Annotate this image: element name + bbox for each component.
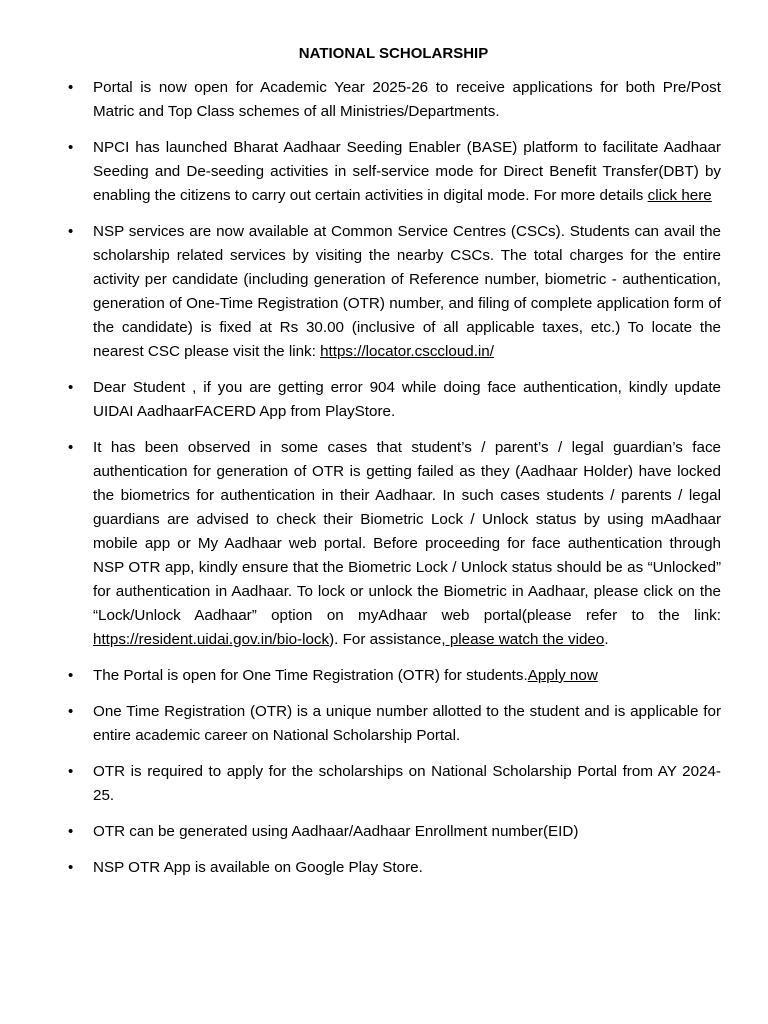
notice-text: Portal is now open for Academic Year 2025-26 to receive applications for both Pre/Post Matric and Top Class schemes of all Ministries/Departments. bbox=[93, 79, 721, 120]
notice-text: One Time Registration (OTR) is a unique number allotted to the student and is applicable for entire academic career on National Scholarship Portal. bbox=[93, 703, 721, 744]
notice-text: OTR is required to apply for the scholarships on National Scholarship Portal from AY 2024-25. bbox=[93, 763, 721, 804]
notice-text: NSP OTR App is available on Google Play Store. bbox=[93, 859, 423, 876]
notice-text: NPCI has launched Bharat Aadhaar Seeding Enabler (BASE) platform to facilitate Aadhaar Seeding and De-seeding activities in self-service mode for Direct Benefit Transfer(DBT) by enabling the citizens to carry out certain activities in digital mode. For more details bbox=[93, 139, 721, 204]
bullet-icon: • bbox=[68, 703, 74, 720]
bullet-icon: • bbox=[68, 823, 74, 840]
notice-list bbox=[62, 76, 721, 880]
bullet-icon: • bbox=[68, 223, 74, 240]
bullet-icon: • bbox=[68, 763, 74, 780]
notice-text: It has been observed in some cases that student’s / parent’s / legal guardian’s face authentication for generation of OTR is getting failed as they (Aadhaar Holder) have locked the biometrics for authentication in their Aadhaar. In such cases students / parents / legal guardians are advised to check their Biometric Lock / Unlock status by using mAadhaar mobile app or My Aadhaar web portal. Before proceeding for face authentication through NSP OTR app, kindly ensure that the Biometric Lock / Unlock status should be as “Unlocked” for authentication in Aadhaar. To lock or unlock the Biometric in Aadhaar, please click on the “Lock/Unlock Aadhaar” option on myAdhaar web portal(please refer to the link: bbox=[93, 439, 721, 624]
notice-text: The Portal is open for One Time Registration (OTR) for students. bbox=[93, 667, 528, 684]
notice-item-otr-app bbox=[62, 856, 721, 880]
csc-locator-link[interactable]: https://locator.csccloud.in/ bbox=[320, 343, 494, 360]
notice-text-continued: ). For assistance, bbox=[329, 631, 446, 648]
bullet-icon: • bbox=[68, 859, 74, 876]
page-title: NATIONAL SCHOLARSHIP bbox=[298, 45, 489, 62]
bullet-icon: • bbox=[68, 379, 74, 396]
notice-item-npci-base bbox=[62, 136, 721, 208]
watch-video-link[interactable]: please watch the video bbox=[445, 631, 605, 648]
click-here-link[interactable]: click here bbox=[647, 187, 712, 204]
notice-item-otr-aadhaar bbox=[62, 820, 721, 844]
notice-item-error-904 bbox=[62, 376, 721, 424]
notice-item-biometric-lock bbox=[62, 436, 721, 652]
bullet-icon: • bbox=[68, 139, 74, 156]
notice-text: OTR can be generated using Aadhaar/Aadhaar Enrollment number(EID) bbox=[93, 823, 579, 840]
notice-text: NSP services are now available at Common Service Centres (CSCs). Students can avail the scholarship related services by visiting the nearby CSCs. The total charges for the entire activity per candidate (including generation of Reference number, biometric - authentication, generation of One-Time Registration (OTR) number, and filing of complete application form of the candidate) is fixed at Rs 30.00 (inclusive of all applicable taxes, etc.) To locate the nearest CSC please visit the link: bbox=[93, 223, 721, 360]
bullet-icon: • bbox=[68, 439, 74, 456]
notice-item-otr-required bbox=[62, 760, 721, 808]
notice-item-otr-open bbox=[62, 664, 721, 688]
notice-text: Dear Student , if you are getting error 904 while doing face authentication, kindly update UIDAI AadhaarFACERD App from PlayStore. bbox=[93, 379, 721, 420]
notice-item-academic-year bbox=[62, 76, 721, 124]
apply-now-link[interactable]: Apply now bbox=[527, 667, 598, 684]
notice-item-csc-services bbox=[62, 220, 721, 364]
notice-text-end: . bbox=[604, 631, 609, 648]
notice-item-otr-definition bbox=[62, 700, 721, 748]
bullet-icon: • bbox=[68, 667, 74, 684]
bio-lock-link[interactable]: https://resident.uidai.gov.in/bio-lock bbox=[93, 631, 330, 648]
bullet-icon: • bbox=[68, 79, 74, 96]
